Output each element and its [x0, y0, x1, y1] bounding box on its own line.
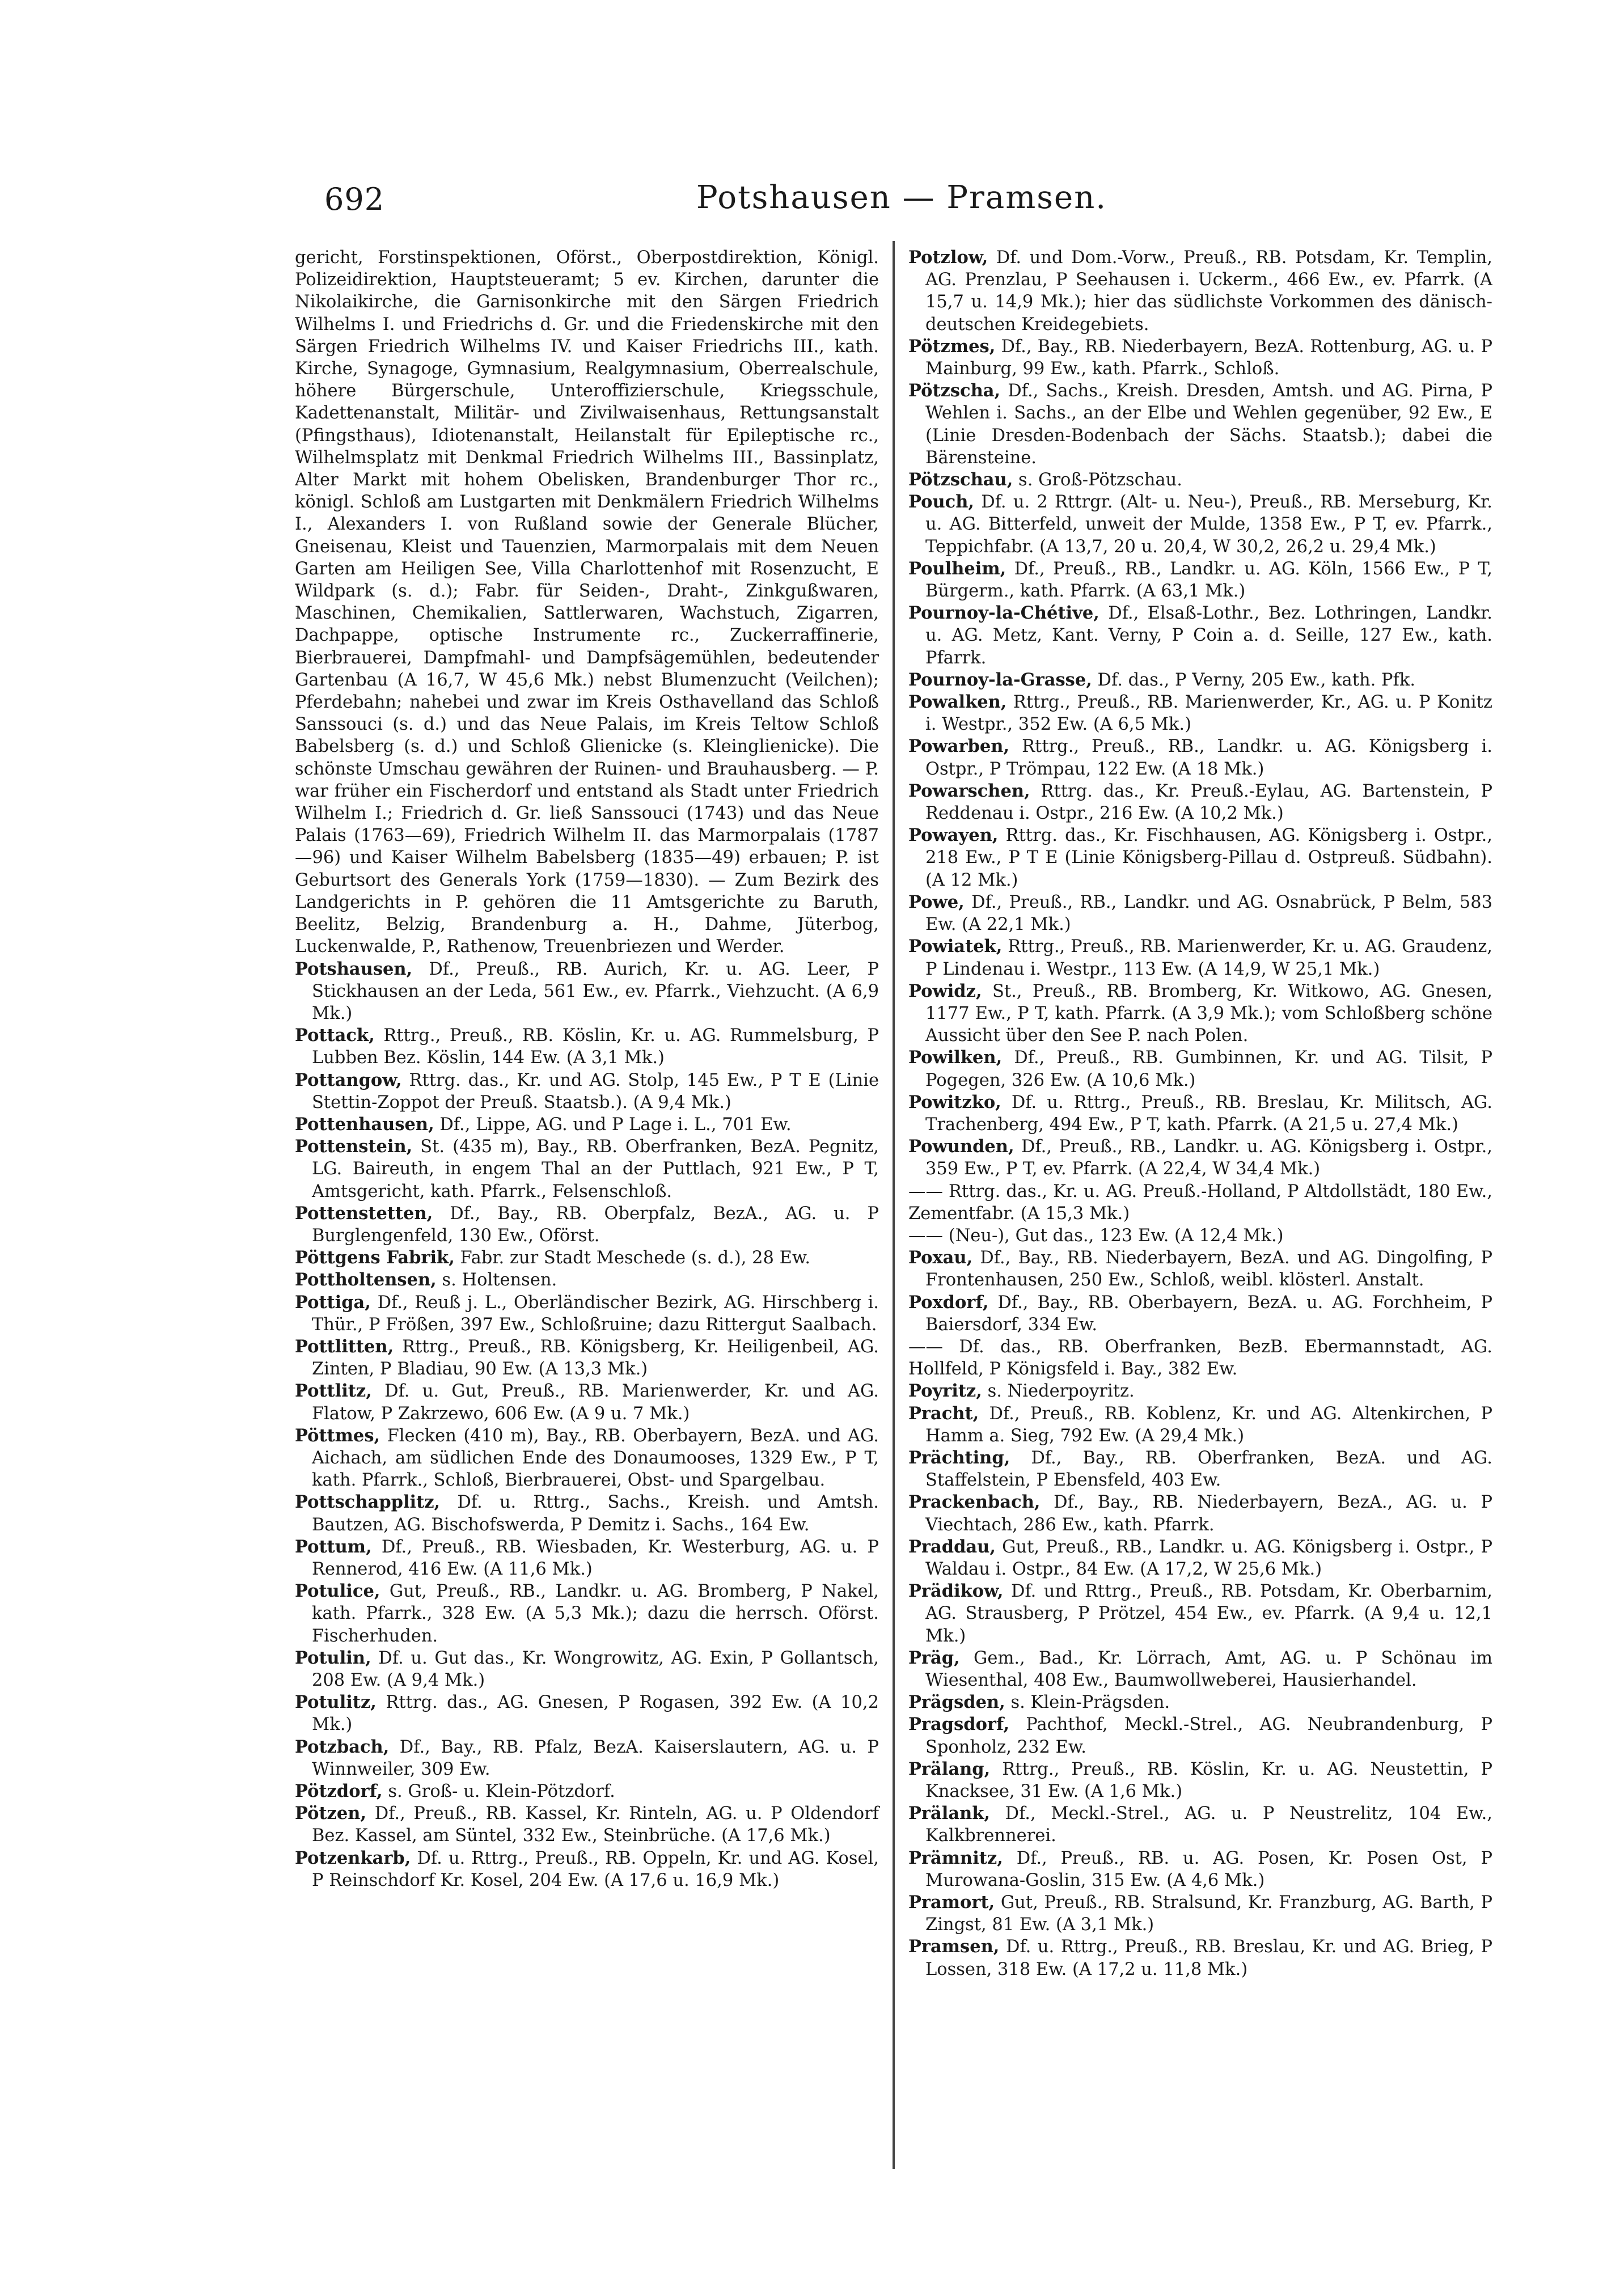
right-column [895, 247, 1492, 2140]
entry-headword: Pramort, [908, 1892, 995, 1913]
entry-text: St. (435 m), Bay., RB. Oberfranken, BezA. Pegnitz, LG. Baireuth, in engem Thal an der Puttlach, 921 Ew., P T, Amtsgericht, kath. Pfarrk., Felsenschloß. [312, 1137, 879, 1202]
gazetteer-entry [908, 558, 1492, 602]
entry-text: Df. und Rttrg., Preuß., RB. Potsdam, Kr. Oberbarnim, AG. Strausberg, P Prötzel, 454 Ew., ev. Pfarrk. (A 9,4 u. 12,1 Mk.) [925, 1581, 1492, 1646]
entry-headword: Potzlow, [908, 247, 988, 268]
entry-headword: Pöttmes, [295, 1425, 380, 1446]
gazetteer-entry [908, 380, 1492, 469]
gazetteer-entry [908, 980, 1492, 1047]
entry-headword: Pottiga, [295, 1292, 371, 1313]
gazetteer-entry [908, 1892, 1492, 1936]
entry-text: Df., Preuß., RB., Landkr. und AG. Osnabrück, P Belm, 583 Ew. (A 22,1 Mk.) [925, 892, 1492, 935]
entry-headword: Poyritz, [908, 1381, 982, 1402]
entry-headword: Potulitz, [295, 1692, 377, 1713]
entry-text: Df., Preuß., RB. Aurich, Kr. u. AG. Leer, P Stickhausen an der Leda, 561 Ew., ev. Pfarrk., Viehzucht. (A 6,9 Mk.) [312, 959, 879, 1023]
entry-headword: Prackenbach, [908, 1492, 1041, 1513]
gazetteer-entry [908, 1225, 1492, 1247]
entry-headword: Pracht, [908, 1403, 979, 1424]
entry-headword: Pournoy-la-Grasse, [908, 669, 1092, 690]
entry-text: Df., Bay., RB. Niederbayern, BezA. Rottenburg, AG. u. P Mainburg, 99 Ew., kath. Pfarrk., Schloß. [925, 336, 1492, 379]
gazetteer-entry [295, 1025, 879, 1069]
gazetteer-entry [908, 735, 1492, 780]
entry-headword: Pournoy-la-Chétive, [908, 603, 1099, 624]
dictionary-page [295, 142, 1508, 2155]
entry-text: Df., Bay., RB. Niederbayern, BezA., AG. u. P Viechtach, 286 Ew., kath. Pfarrk. [925, 1492, 1492, 1535]
entry-text: Df. u. Rttrg., Preuß., RB. Oppeln, Kr. und AG. Kosel, P Reinschdorf Kr. Kosel, 204 Ew. (A 17,6 u. 16,9 Mk.) [312, 1848, 879, 1890]
entry-text: s. Groß- u. Klein-Pötzdorf. [382, 1782, 615, 1802]
entry-headword: Potulin, [295, 1647, 371, 1668]
entry-text: Gut, Preuß., RB., Landkr. u. AG. Königsberg i. Ostpr., P Waldau i. Ostpr., 84 Ew. (A 17,2, W 25,6 Mk.) [925, 1537, 1492, 1579]
page-header [295, 142, 1508, 227]
gazetteer-entry [908, 1247, 1492, 1291]
gazetteer-entry [295, 1736, 879, 1780]
gazetteer-entry [908, 1691, 1492, 1714]
entry-headword: Powe, [908, 891, 965, 912]
entry-text: s. Holtensen. [436, 1270, 557, 1291]
entry-headword: Powarschen, [908, 780, 1030, 801]
entry-text: Df., Reuß j. L., Oberländischer Bezirk, AG. Hirschberg i. Thür., P Frößen, 397 Ew., Schloßruine; dazu Rittergut Saalbach. [312, 1292, 879, 1335]
entry-text: Df., Meckl.-Strel., AG. u. P Neustrelitz, 104 Ew., Kalkbrennerei. [925, 1804, 1492, 1846]
entry-text: Df. und Dom.-Vorw., Preuß., RB. Potsdam, Kr. Templin, AG. Prenzlau, P Seehausen i. Uckerm., 466 Ew., ev. Pfarrk. (A 15,7 u. 14,9 Mk.); hier das südlichste Vorkommen des dänisch-deutschen Kreidegebiets. [925, 248, 1492, 335]
gazetteer-entry [295, 1847, 879, 1892]
gazetteer-entry [908, 1181, 1492, 1225]
entry-text: Rttrg., Preuß., RB. Marienwerder, Kr., AG. u. P Konitz i. Westpr., 352 Ew. (A 6,5 Mk.) [925, 692, 1492, 735]
gazetteer-entry [295, 1647, 879, 1691]
gazetteer-entry [908, 1403, 1492, 1447]
entry-text: Df., Preuß., RB. u. AG. Posen, Kr. Posen Ost, P Murowana-Goslin, 315 Ew. (A 4,6 Mk.) [925, 1848, 1492, 1890]
entry-headword: Powiatek, [908, 936, 1003, 957]
gazetteer-entry [295, 1780, 879, 1803]
entry-text: Rttrg., Preuß., RB. Marienwerder, Kr. u. AG. Graudenz, P Lindenau i. Westpr., 113 Ew. (A 14,9, W 25,1 Mk.) [925, 937, 1492, 979]
entry-headword: Pottlitten, [295, 1336, 394, 1357]
entry-headword: Potshausen, [295, 958, 413, 979]
entry-text: Df., Preuß., RB. Koblenz, Kr. und AG. Altenkirchen, P Hamm a. Sieg, 792 Ew. (A 29,4 Mk.) [925, 1403, 1492, 1446]
entry-text: Rttrg. das., Kr. und AG. Stolp, 145 Ew., P T E (Linie Stettin-Zoppot der Preuß. Staatsb.). (A 9,4 Mk.) [312, 1070, 879, 1112]
gazetteer-entry [908, 1803, 1492, 1847]
entry-headword: Powarben, [908, 736, 1010, 757]
entry-text: Gut, Preuß., RB. Stralsund, Kr. Franzburg, AG. Barth, P Zingst, 81 Ew. (A 3,1 Mk.) [925, 1893, 1492, 1935]
entry-headword: Pötzmes, [908, 336, 996, 357]
entry-headword: Prädikow, [908, 1581, 1004, 1602]
entry-text: Df., Lippe, AG. und P Lage i. L., 701 Ew. [434, 1114, 792, 1135]
gazetteer-entry [908, 1047, 1492, 1091]
entry-text: —— Rttrg. das., Kr. u. AG. Preuß.-Holland, P Altdollstädt, 180 Ew., Zementfabr. (A 15,3 Mk.) [908, 1181, 1492, 1224]
gazetteer-entry [908, 1336, 1492, 1380]
entry-headword: Pöttgens Fabrik, [295, 1247, 455, 1268]
entry-headword: Pottenhausen, [295, 1114, 434, 1135]
gazetteer-entry [908, 1580, 1492, 1647]
entry-headword: Pragsdorf, [908, 1714, 1010, 1735]
entry-headword: Powunden, [908, 1136, 1014, 1157]
gazetteer-entry [908, 1847, 1492, 1892]
entry-text: Rttrg. das., Kr. Preuß.-Eylau, AG. Bartenstein, P Reddenau i. Ostpr., 216 Ew. (A 10,2 Mk.) [925, 781, 1492, 824]
entry-headword: Potulice, [295, 1581, 380, 1602]
gazetteer-entry [908, 1091, 1492, 1136]
entry-text: Df., Preuß., RB. Kassel, Kr. Rinteln, AG. u. P Oldendorf Bez. Kassel, am Süntel, 332 Ew., Steinbrüche. (A 17,6 Mk.) [312, 1804, 879, 1846]
entry-text: s. Groß-Pötzschau. [1013, 470, 1182, 490]
entry-headword: Pottschapplitz, [295, 1492, 441, 1513]
gazetteer-entry [908, 824, 1492, 891]
gazetteer-entry [295, 1380, 879, 1424]
entry-text: Df., Elsaß-Lothr., Bez. Lothringen, Landkr. u. AG. Metz, Kant. Verny, P Coin a. d. Seille, 127 Ew., kath. Pfarrk. [925, 603, 1492, 668]
gazetteer-entry [908, 1758, 1492, 1803]
entry-text: Gem., Bad., Kr. Lörrach, Amt, AG. u. P Schönau im Wiesenthal, 408 Ew., Baumwollweberei, Hausierhandel. [925, 1648, 1492, 1690]
entry-text: Df., Preuß., RB., Landkr. u. AG. Königsberg i. Ostpr., 359 Ew., P T, ev. Pfarrk. (A 22,4, W 34,4 Mk.) [925, 1137, 1492, 1179]
entry-text: Rttrg. das., Kr. Fischhausen, AG. Königsberg i. Ostpr., 218 Ew., P T E (Linie Königsberg-Pillau d. Ostpreuß. Südbahn). (A 12 Mk.) [925, 826, 1492, 890]
gazetteer-entry [908, 1536, 1492, 1580]
entry-text: Df. u. Rttrg., Sachs., Kreish. und Amtsh. Bautzen, AG. Bischofswerda, P Demitz i. Sachs., 164 Ew. [312, 1492, 879, 1535]
entry-headword: Powitzko, [908, 1091, 1001, 1112]
gazetteer-entry [295, 1336, 879, 1380]
entry-text: —— (Neu-), Gut das., 123 Ew. (A 12,4 Mk.) [908, 1225, 1284, 1246]
entry-headword: Prächting, [908, 1447, 1010, 1468]
gazetteer-entry [908, 669, 1492, 691]
entry-text: Df. u. Rttrg., Preuß., RB. Breslau, Kr. Militsch, AG. Trachenberg, 494 Ew., P T, kath. Pfarrk. (A 21,5 u. 27,4 Mk.) [925, 1092, 1492, 1135]
entry-headword: Pottlitz, [295, 1381, 372, 1402]
entry-text: Rttrg., Preuß., RB. Köslin, Kr. u. AG. Neustettin, P Knacksee, 31 Ew. (A 1,6 Mk.) [925, 1759, 1492, 1802]
entry-text: —— Df. das., RB. Oberfranken, BezB. Ebermannstadt, AG. Hollfeld, P Königsfeld i. Bay., 382 Ew. [908, 1336, 1492, 1380]
entry-headword: Prälang, [908, 1758, 991, 1779]
entry-text: Df. u. 2 Rttrgr. (Alt- u. Neu-), Preuß., RB. Merseburg, Kr. u. AG. Bitterfeld, unweit der Mulde, 1358 Ew., P T, ev. Pfarrk., Teppichfabr. (A 13,7, 20 u. 20,4, W 30,2, 26,2 u. 29,4 Mk.) [925, 492, 1492, 557]
entry-text: Df., Bay., RB. Oberfranken, BezA. und AG. Staffelstein, P Ebensfeld, 403 Ew. [925, 1448, 1492, 1491]
entry-headword: Powayen, [908, 825, 999, 846]
page-number: 692 [324, 181, 385, 217]
entry-text: Df., Sachs., Kreish. Dresden, Amtsh. und AG. Pirna, P Wehlen i. Sachs., an der Elbe und Wehlen gegenüber, 92 Ew., E (Linie Dresden-Bodenbach der Sächs. Staatsb.); dabei die Bärensteine. [925, 381, 1492, 468]
entry-headword: Powilken, [908, 1047, 1003, 1068]
entry-text: Gut, Preuß., RB., Landkr. u. AG. Bromberg, P Nakel, kath. Pfarrk., 328 Ew. (A 5,3 Mk.); dazu die herrsch. Oförst. Fischerhuden. [312, 1581, 879, 1646]
gazetteer-entry [908, 1292, 1492, 1336]
entry-text: Rttrg. das., AG. Gnesen, P Rogasen, 392 Ew. (A 10,2 Mk.) [312, 1693, 879, 1735]
entry-text: s. Klein-Prägsden. [1005, 1693, 1170, 1713]
gazetteer-entry [295, 1292, 879, 1336]
left-column [295, 247, 893, 2140]
entry-headword: Pottholtensen, [295, 1270, 437, 1291]
gazetteer-entry [295, 1203, 879, 1247]
gazetteer-entry [295, 1114, 879, 1136]
gazetteer-entry [295, 958, 879, 1025]
text-columns [295, 247, 1508, 2140]
gazetteer-entry [295, 1580, 879, 1647]
entry-headword: Pötzdorf, [295, 1781, 383, 1802]
entry-headword: Pramsen, [908, 1936, 1000, 1957]
entry-text: Df. u. Gut, Preuß., RB. Marienwerder, Kr. und AG. Flatow, P Zakrzewo, 606 Ew. (A 9 u. 7 Mk.) [312, 1381, 879, 1424]
entry-text: Df., Preuß., RB. Gumbinnen, Kr. und AG. Tilsit, P Pogegen, 326 Ew. (A 10,6 Mk.) [925, 1048, 1492, 1090]
entry-headword: Potzbach, [295, 1736, 390, 1757]
gazetteer-entry [908, 491, 1492, 558]
entry-headword: Prälank, [908, 1803, 991, 1824]
gazetteer-entry [295, 1269, 879, 1291]
entry-text: Rttrg., Preuß., RB. Königsberg, Kr. Heiligenbeil, AG. Zinten, P Bladiau, 90 Ew. (A 13,3 Mk.) [312, 1336, 879, 1380]
entry-text: Fabr. zur Stadt Meschede (s. d.), 28 Ew. [454, 1248, 811, 1268]
entry-headword: Prämnitz, [908, 1847, 1003, 1868]
gazetteer-entry [295, 1803, 879, 1847]
entry-headword: Präg, [908, 1647, 960, 1668]
entry-text: Pachthof, Meckl.-Strel., AG. Neubrandenburg, P Sponholz, 232 Ew. [925, 1715, 1492, 1757]
entry-headword: Pötzscha, [908, 380, 1001, 401]
entry-text: Df., Preuß., RB., Landkr. u. AG. Köln, 1566 Ew., P T, Bürgerm., kath. Pfarrk. (A 63,1 Mk.) [925, 559, 1492, 602]
entry-headword: Potzenkarb, [295, 1847, 411, 1868]
entry-headword: Praddau, [908, 1536, 996, 1557]
gazetteer-entry [908, 891, 1492, 936]
entry-headword: Powidz, [908, 980, 982, 1001]
gazetteer-entry [908, 1491, 1492, 1535]
gazetteer-entry [908, 936, 1492, 980]
entry-text: Rttrg., Preuß., RB., Landkr. u. AG. Königsberg i. Ostpr., P Trömpau, 122 Ew. (A 18 Mk.) [925, 737, 1492, 779]
entry-headword: Pottack, [295, 1025, 375, 1046]
entry-text: gericht, Forstinspektionen, Oförst., Oberpostdirektion, Königl. Polizeidirektion, Hauptsteueramt; 5 ev. Kirchen, darunter die Nikolaikirche, die Garnisonkirche mit den Särgen Friedrich Wilhelms I. und Friedrichs d. Gr. und die Friedenskirche mit den Särgen Friedrich Wilhelms IV. und Kaiser Friedrichs III., kath. Kirche, Synagoge, Gymnasium, Realgymnasium, Oberrealschule, höhere Bürgerschule, Unteroffizierschule, Kriegsschule, Kadettenanstalt, Militär- und Zivilwaisenhaus, Rettungsanstalt (Pfingsthaus), Idiotenanstalt, Heilanstalt für Epileptische rc., Wilhelmsplatz mit Denkmal Friedrich Wilhelms III., Bassinplatz, Alter Markt mit hohem Obelisken, Brandenburger Thor rc., königl. Schloß am Lustgarten mit Denkmälern Friedrich Wilhelms I., Alexanders I. von Rußland sowie der Generale Blücher, Gneisenau, Kleist und Tauenzien, Marmorpalais mit dem Neuen Garten am Heiligen See, Villa Charlottenhof mit Rosenzucht, E Wildpark (s. d.); Fabr. für Seiden-, Draht-, Zinkgußwaren, Maschinen, Chemikalien, Sattlerwaren, Wachstuch, Zigarren, Dachpappe, optische Instrumente rc., Zuckerraffinerie, Bierbrauerei, Dampfmahl- und Dampfsägemühlen, bedeutender Gartenbau (A 16,7, W 45,6 Mk.) nebst Blumenzucht (Veilchen); Pferdebahn; nahebei und zwar im Kreis Osthavelland das Schloß Sanssouci (s. d.) und das Neue Palais, im Kreis Teltow Schloß Babelsberg (s. d.) und Schloß Glienicke (s. Kleinglienicke). Die schönste Umschau gewähren der Ruinen- und Brauhausberg. — P. war früher ein Fischerdorf und entstand als Stadt unter Friedrich Wilhelm I.; Friedrich d. Gr. ließ Sanssouci (1743) und das Neue Palais (1763—69), Friedrich Wilhelm II. das Marmorpalais (1787—96) und Kaiser Wilhelm Babelsberg (1835—49) erbauen; P. ist Geburtsort des Generals York (1759—1830). — Zum Bezirk des Landgerichts in P. gehören die 11 Amtsgerichte zu Baruth, Beelitz, Belzig, Brandenburg a. H., Dahme, Jüterbog, Luckenwalde, P., Rathenow, Treuenbriezen und Werder. [295, 248, 879, 957]
gazetteer-entry [908, 602, 1492, 669]
gazetteer-entry [908, 1647, 1492, 1691]
gazetteer-entry [908, 1714, 1492, 1758]
entry-text: Df. das., P Verny, 205 Ew., kath. Pfk. [1092, 670, 1416, 690]
entry-headword: Powalken, [908, 692, 1007, 713]
entry-headword: Pouch, [908, 492, 974, 513]
gazetteer-entry [908, 247, 1492, 336]
entry-headword: Pottenstein, [295, 1136, 413, 1157]
gazetteer-entry [908, 1380, 1492, 1402]
gazetteer-entry [908, 780, 1492, 824]
entry-headword: Poxau, [908, 1247, 973, 1268]
entry-text: Rttrg., Preuß., RB. Köslin, Kr. u. AG. Rummelsburg, P Lubben Bez. Köslin, 144 Ew. (A 3,1 Mk.) [312, 1026, 879, 1068]
entry-text: Df., Bay., RB. Pfalz, BezA. Kaiserslautern, AG. u. P Winnweiler, 309 Ew. [312, 1737, 879, 1779]
running-head: Potshausen — Pramsen. [696, 179, 1107, 216]
gazetteer-entry [295, 1536, 879, 1580]
gazetteer-entry [295, 247, 879, 958]
gazetteer-entry [295, 1247, 879, 1269]
entry-text: Df. u. Rttrg., Preuß., RB. Breslau, Kr. und AG. Brieg, P Lossen, 318 Ew. (A 17,2 u. 11,8 Mk.) [925, 1937, 1492, 1979]
entry-headword: Pottum, [295, 1536, 372, 1557]
entry-headword: Pötzen, [295, 1803, 367, 1824]
gazetteer-entry [295, 1691, 879, 1736]
entry-text: s. Niederpoyritz. [982, 1381, 1135, 1402]
entry-text: Df., Bay., RB. Oberbayern, BezA. u. AG. Forchheim, P Baiersdorf, 334 Ew. [925, 1292, 1492, 1335]
gazetteer-entry [908, 336, 1492, 380]
gazetteer-entry [908, 691, 1492, 735]
entry-text: Df., Preuß., RB. Wiesbaden, Kr. Westerburg, AG. u. P Rennerod, 416 Ew. (A 11,6 Mk.) [312, 1537, 879, 1579]
gazetteer-entry [908, 1447, 1492, 1491]
gazetteer-entry [908, 469, 1492, 491]
entry-text: Flecken (410 m), Bay., RB. Oberbayern, BezA. und AG. Aichach, am südlichen Ende des Donaumooses, 1329 Ew., P T, kath. Pfarrk., Schloß, Bierbrauerei, Obst- und Spargelbau. [312, 1425, 879, 1491]
gazetteer-entry [295, 1491, 879, 1535]
entry-headword: Pottenstetten, [295, 1203, 433, 1224]
entry-headword: Pottangow, [295, 1069, 402, 1090]
gazetteer-entry [295, 1136, 879, 1203]
entry-text: Df., Bay., RB. Niederbayern, BezA. und AG. Dingolfing, P Frontenhausen, 250 Ew., Schloß, weibl. klösterl. Anstalt. [925, 1248, 1492, 1291]
gazetteer-entry [295, 1425, 879, 1492]
entry-text: Df., Bay., RB. Oberpfalz, BezA., AG. u. P Burglengenfeld, 130 Ew., Oförst. [312, 1203, 879, 1246]
gazetteer-entry [908, 1936, 1492, 1980]
gazetteer-entry [908, 1136, 1492, 1180]
entry-text: Df. u. Gut das., Kr. Wongrowitz, AG. Exin, P Gollantsch, 208 Ew. (A 9,4 Mk.) [312, 1648, 879, 1690]
gazetteer-entry [295, 1069, 879, 1114]
entry-headword: Poulheim, [908, 558, 1006, 579]
entry-headword: Pötzschau, [908, 469, 1013, 490]
entry-headword: Prägsden, [908, 1692, 1005, 1713]
entry-text: St., Preuß., RB. Bromberg, Kr. Witkowo, AG. Gnesen, 1177 Ew., P T, kath. Pfarrk. (A 3,9 Mk.); vom Schloßberg schöne Aussicht über den See P. nach Polen. [925, 981, 1492, 1046]
entry-headword: Poxdorf, [908, 1292, 989, 1313]
